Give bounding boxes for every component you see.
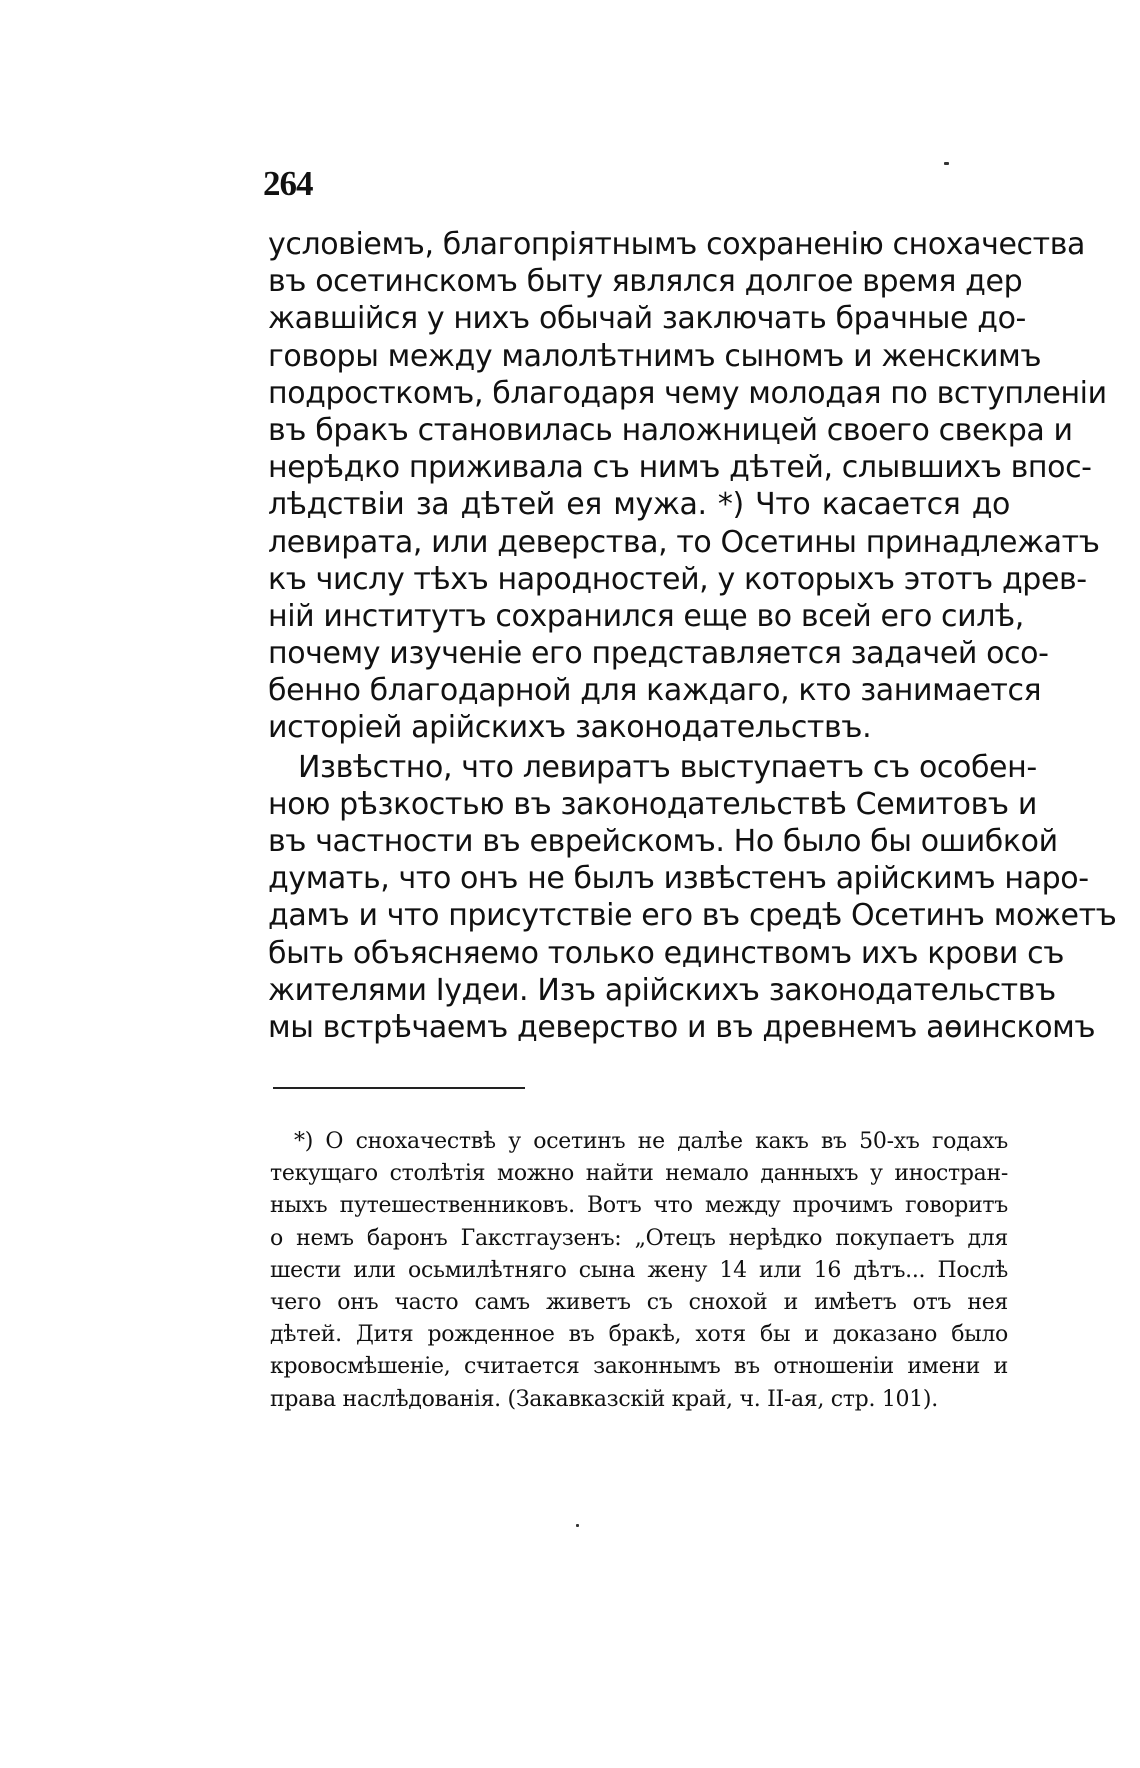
paragraph-2 bbox=[268, 749, 1117, 1047]
footnote-line: дѣтей. Дитя рожденное въ бракѣ, хотя бы и доказано было bbox=[270, 1322, 1008, 1348]
text-line: думать, что онъ не былъ извѣстенъ арійскимъ наро- bbox=[268, 861, 1089, 897]
text-line: быть объясняемо только единствомъ ихъ крови съ bbox=[268, 935, 1064, 971]
text-line: дамъ и что присутствіе его въ средѣ Осетинъ можетъ bbox=[268, 898, 1117, 934]
main-text bbox=[268, 226, 1117, 1046]
footnote-line: о немъ баронъ Гакстгаузенъ: „Отецъ нерѣдко покупаетъ для bbox=[270, 1225, 1008, 1251]
text-line: исторіей арійскихъ законодательствъ. bbox=[268, 710, 872, 746]
page-number: 264 bbox=[263, 164, 313, 203]
footnote-line: права наслѣдованія. (Закавказскій край, ч. II-ая, стр. 101). bbox=[270, 1386, 938, 1412]
footnote-line: *) О снохачествѣ у осетинъ не далѣе какъ въ 50-хъ годахъ bbox=[294, 1129, 1008, 1154]
text-line: условіемъ, благопріятнымъ сохраненію снохачества bbox=[268, 227, 1085, 262]
text-line: подросткомъ, благодаря чему молодая по вступленіи bbox=[268, 375, 1107, 411]
footnote-line: ныхъ путешественниковъ. Вотъ что между прочимъ говоритъ bbox=[270, 1193, 1008, 1219]
text-line: мы встрѣчаемъ деверство и въ древнемъ аѳинскомъ bbox=[268, 1009, 1096, 1045]
text-line: въ частности въ еврейскомъ. Но было бы ошибкой bbox=[268, 824, 1058, 859]
text-line: ній институтъ сохранился еще во всей его силѣ, bbox=[268, 598, 1024, 634]
text-line: бенно благодарной для каждаго, кто занимается bbox=[268, 673, 1042, 709]
paragraph-1 bbox=[268, 226, 1107, 747]
print-speck bbox=[576, 1524, 579, 1527]
footnote-line: текущаго столѣтія можно найти немало данныхъ у иностран- bbox=[270, 1161, 1008, 1187]
text-line: ною рѣзкостью въ законодательствѣ Семитовъ и bbox=[268, 786, 1037, 822]
print-speck bbox=[944, 162, 949, 165]
footnote-line: кровосмѣшеніе, считается законнымъ въ отношеніи имени и bbox=[270, 1354, 1008, 1380]
text-line: къ числу тѣхъ народностей, у которыхъ этотъ древ- bbox=[268, 561, 1087, 597]
text-line: жавшійся у нихъ обычай заключать брачные до- bbox=[268, 301, 1026, 337]
text-line: въ осетинскомъ быту являлся долгое время дер bbox=[268, 264, 1023, 300]
footnote-line: шести или осьмилѣтняго сына жену 14 или 16 дѣтъ... Послѣ bbox=[270, 1257, 1008, 1283]
footnote bbox=[270, 1126, 1008, 1416]
text-line: левирата, или деверства, то Осетины принадлежатъ bbox=[268, 524, 1100, 560]
text-line: почему изученіе его представляется задачей осо- bbox=[268, 636, 1049, 672]
text-line: лѣдствіи за дѣтей ея мужа. *) Что касается до bbox=[268, 487, 1010, 523]
text-line: Извѣстно, что левиратъ выступаетъ съ особен- bbox=[298, 749, 1037, 785]
footnote-line: чего онъ часто самъ живетъ съ снохой и имѣетъ отъ нея bbox=[270, 1289, 1008, 1315]
text-line: въ бракъ становилась наложницей своего свекра и bbox=[268, 412, 1073, 448]
text-line: жителями Іудеи. Изъ арійскихъ законодательствъ bbox=[268, 972, 1056, 1008]
text-line: нерѣдко приживала съ нимъ дѣтей, слывшихъ впос- bbox=[268, 450, 1092, 486]
footnote-divider bbox=[273, 1087, 525, 1089]
text-line: говоры между малолѣтнимъ сыномъ и женскимъ bbox=[268, 338, 1042, 374]
